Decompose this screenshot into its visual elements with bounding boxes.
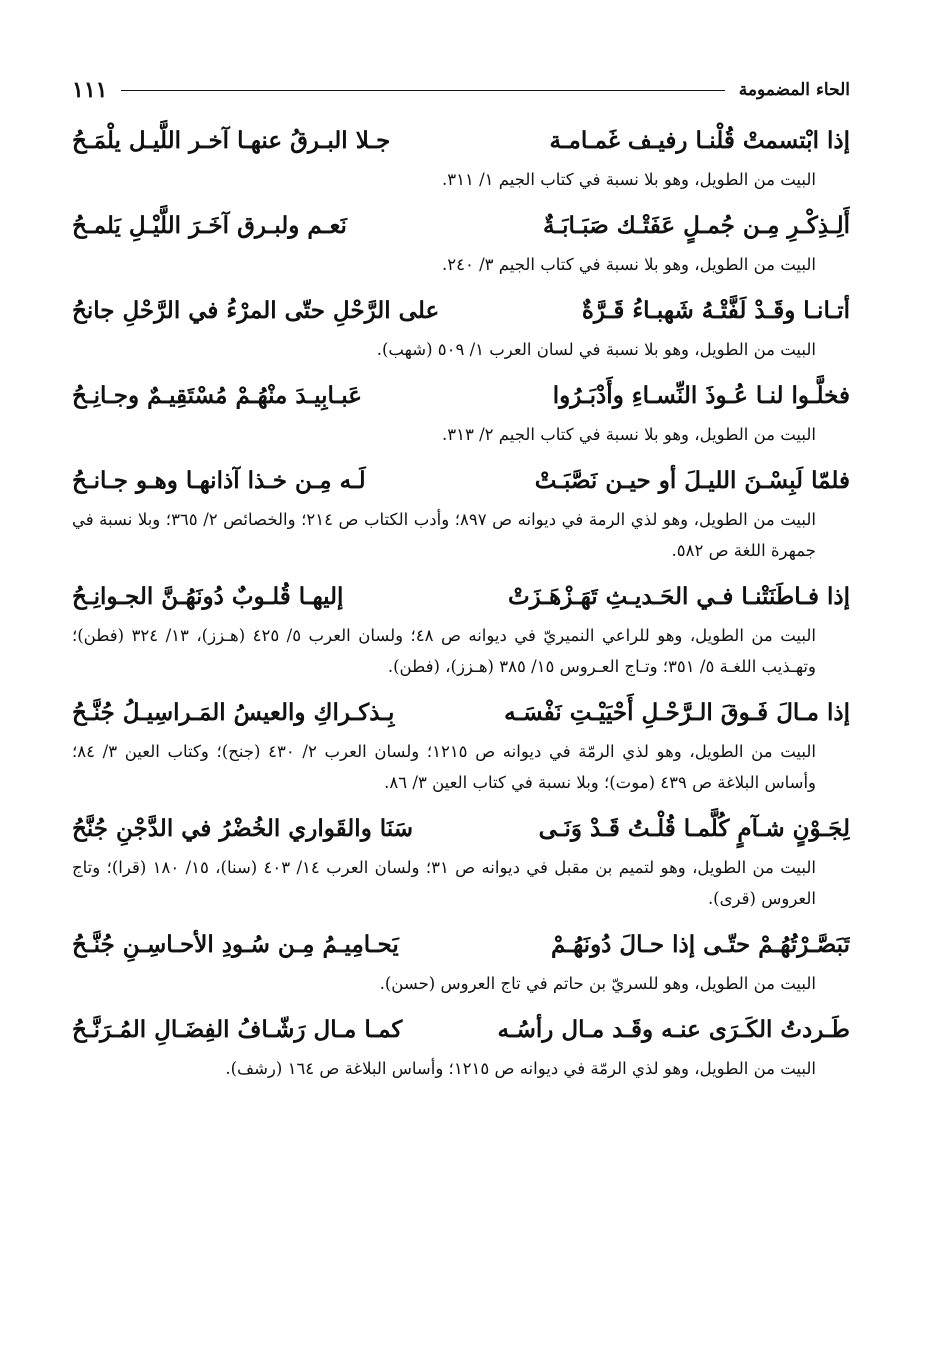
verse-first-hemistich: أَلِـذِكْـرِ مِـن جُمـلٍ عَفَتْـك صَبَـابَـةٌ xyxy=(543,212,850,239)
verse-second-hemistich: كمـا مـال رَشّـافُ الفِضَـالِ المُـرَنَّـحُ xyxy=(72,1016,403,1043)
page-number: ١١١ xyxy=(72,77,108,103)
verse-source-note: البيت من الطويل، وهو لتميم بن مقبل في ديوانه ص ٣١؛ ولسان العرب ١٤/ ٤٠٣ (سنا)، ١٥/ ١٨٠ (قرا)؛ وتاج العروس (قرى). xyxy=(72,858,816,908)
verse-first-hemistich: إذا فـاطَنَتْنـا فـي الحَـديـثِ تَهَـزْهَـزَتْ xyxy=(508,583,850,610)
verse-source-note: البيت من الطويل، وهو لذي الرمّة في ديوانه ص ١٢١٥؛ ولسان العرب ٢/ ٤٣٠ (جنح)؛ وكتاب العين ٣/ ٨٤؛ وأساس البلاغة ص ٤٣٩ (موت)؛ وبلا نسبة في كتاب العين ٣/ ٨٦. xyxy=(72,742,816,792)
verse-second-hemistich: بِـذكـراكِ والعيسُ المَـراسِيـلُ جُنَّـحُ xyxy=(72,699,395,726)
poem-entry xyxy=(72,806,850,914)
book-page xyxy=(72,70,850,1092)
poem-entry xyxy=(72,574,850,682)
verse-second-hemistich: نَعـم ولبـرق آخَـرَ اللَّيْـلِ يَلمـحُ xyxy=(72,212,347,239)
poem-entry xyxy=(72,288,850,365)
poem-entry xyxy=(72,690,850,798)
verse-source-note: البيت من الطويل، وهو بلا نسبة في لسان العرب ١/ ٥٠٩ (شهب). xyxy=(376,340,816,359)
verse-first-hemistich: طَـردتُ الكَـرَى عنـه وقَـد مـال رأسُـه xyxy=(497,1016,850,1043)
verse-first-hemistich: أتـانـا وقَـدْ لَفَّتْـهُ شَهبـاءُ قَـرَّةٌ xyxy=(581,297,850,324)
verse-first-hemistich: إذا مـالَ فَـوقَ الـرَّحْـلِ أَحْيَيْـتِ نَفْسَـه xyxy=(504,699,850,726)
poem-entry xyxy=(72,922,850,999)
verse-source-note: البيت من الطويل، وهو بلا نسبة في كتاب الجيم ٢/ ٣١٣. xyxy=(441,425,816,444)
poem-entry xyxy=(72,1007,850,1084)
verse-line xyxy=(72,922,850,968)
verse-line xyxy=(72,458,850,504)
verse-first-hemistich: فخلَّـوا لنـا عُـوذَ النِّسـاءِ وأَدْبَـرُوا xyxy=(552,382,850,409)
verse-line xyxy=(72,690,850,736)
section-title: الحاء المضمومة xyxy=(738,80,850,100)
page-header xyxy=(72,70,850,110)
verse-source-note: البيت من الطويل، وهو لذي الرمّة في ديوانه ص ١٢١٥؛ وأساس البلاغة ص ١٦٤ (رشف). xyxy=(225,1059,816,1078)
verse-first-hemistich: إذا ابْتسمتْ قُلْنـا رفيـف غَمـامـة xyxy=(549,127,850,154)
verse-second-hemistich: سَنَا والقَواري الخُضْرُ في الدَّجْنِ جُنَّحُ xyxy=(72,815,414,842)
poem-entry xyxy=(72,118,850,195)
verse-line xyxy=(72,288,850,334)
poem-entry xyxy=(72,458,850,566)
verse-second-hemistich: لَـه مِـن خـذا آذانهـا وهـو جـانـحُ xyxy=(72,467,366,494)
verse-second-hemistich: يَحـامِيـمُ مِـن سُـودِ الأحـاسِـنِ جُنَّـحُ xyxy=(72,931,399,958)
header-rule xyxy=(121,90,724,91)
verse-second-hemistich: عَبـابِيـدَ منْهُـمْ مُسْتَقِيـمٌ وجـانِـحُ xyxy=(72,382,362,409)
verse-first-hemistich: لِجَـوْنٍ شـآمٍ كُلَّمـا قُلْـتُ قَـدْ وَنَـى xyxy=(538,815,850,842)
verse-source-note: البيت من الطويل، وهو بلا نسبة في كتاب الجيم ٣/ ٢٤٠. xyxy=(441,255,816,274)
verse-line xyxy=(72,118,850,164)
verse-line xyxy=(72,373,850,419)
poem-entry xyxy=(72,203,850,280)
verse-source-note: البيت من الطويل، وهو بلا نسبة في كتاب الجيم ١/ ٣١١. xyxy=(441,170,816,189)
verse-line xyxy=(72,1007,850,1053)
verse-line xyxy=(72,203,850,249)
verse-source-note: البيت من الطويل، وهو للراعي النميريّ في ديوانه ص ٤٨؛ ولسان العرب ٥/ ٤٢٥ (هـزز)، ١٣/ ٣٢٤ (فطن)؛ وتهـذيب اللغـة ٥/ ٣٥١؛ وتـاج العـروس ١٥/ ٣٨٥ (هـزز)، (فطن). xyxy=(72,626,816,676)
verse-source-note: البيت من الطويل، وهو لذي الرمة في ديوانه ص ٨٩٧؛ وأدب الكتاب ص ٢١٤؛ والخصائص ٢/ ٣٦٥؛ وبلا نسبة في جمهرة اللغة ص ٥٨٢. xyxy=(72,510,816,560)
verse-first-hemistich: تَبَصَّـرْتُهُـمْ حتّـى إذا حـالَ دُونَهُـمْ xyxy=(551,931,850,958)
verse-first-hemistich: فلمّا لَبِسْـنَ الليـلَ أو حيـن نَصَّبَـتْ xyxy=(534,467,850,494)
verse-line xyxy=(72,806,850,852)
verse-line xyxy=(72,574,850,620)
verse-second-hemistich: على الرَّحْلِ حتّى المرْءُ في الرَّحْلِ جانحُ xyxy=(72,297,440,324)
verse-second-hemistich: جـلا البـرقُ عنهـا آخـر اللَّيـل يلْمَـحُ xyxy=(72,127,391,154)
verse-second-hemistich: إليهـا قُلـوبٌ دُونَهُـنَّ الجـوانِـحُ xyxy=(72,583,344,610)
verse-source-note: البيت من الطويل، وهو للسريّ بن حاتم في تاج العروس (حسن). xyxy=(379,974,816,993)
poem-entry xyxy=(72,373,850,450)
